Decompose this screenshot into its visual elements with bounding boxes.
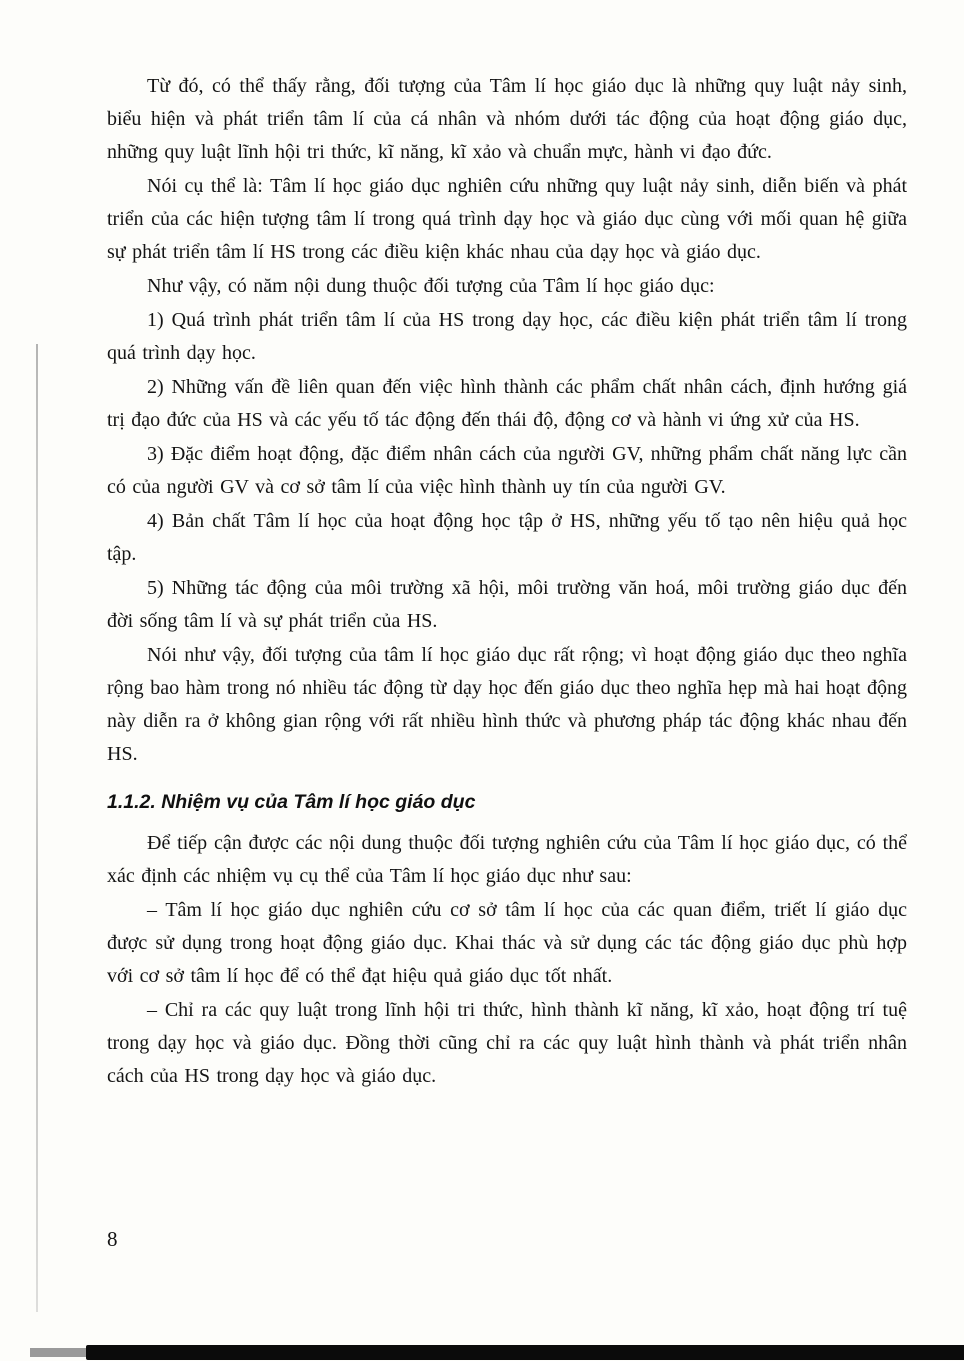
scan-artifact-bottom-bar-tail (30, 1348, 88, 1357)
section-heading: 1.1.2. Nhiệm vụ của Tâm lí học giáo dục (107, 791, 476, 813)
paragraph-tasks-intro: Để tiếp cận được các nội dung thuộc đối tượng nghiên cứu của Tâm lí học giáo dục, có thể xác định các nhiệm vụ cụ thể của Tâm lí học giáo dục như sau: (107, 832, 907, 887)
task-item-1: – Tâm lí học giáo dục nghiên cứu cơ sở tâm lí học của các quan điểm, triết lí giáo dục được sử dụng trong hoạt động giáo dục. Khai thác và sử dụng các tác động giáo dục phù hợp với cơ sở tâm lí học để có thể đạt hiệu quả giáo dục tốt nhất. (107, 899, 907, 987)
task-item-2: – Chỉ ra các quy luật trong lĩnh hội tri thức, hình thành kĩ năng, kĩ xảo, hoạt động trí tuệ trong dạy học và giáo dục. Đồng thời cũng chỉ ra các quy luật hình thành và phát triển nhân cách của HS trong dạy học và giáo dục. (107, 999, 907, 1087)
list-item-2: 2) Những vấn đề liên quan đến việc hình thành các phẩm chất nhân cách, định hướng giá trị đạo đức của HS và các yếu tố tác động đến thái độ, động cơ và hành vi ứng xử của HS. (107, 376, 907, 431)
scan-artifact-bottom-bar (86, 1345, 964, 1360)
list-item-1: 1) Quá trình phát triển tâm lí của HS trong dạy học, các điều kiện phát triển tâm lí trong quá trình dạy học. (107, 309, 907, 364)
text-block (107, 70, 907, 1093)
scan-artifact-vertical-line (36, 344, 38, 1312)
paragraph-object-detail: Nói cụ thể là: Tâm lí học giáo dục nghiên cứu những quy luật nảy sinh, diễn biến và phát triển của các hiện tượng tâm lí trong quá trình dạy học và giáo dục cùng với mối quan hệ giữa sự phát triển tâm lí HS trong các điều kiện khác nhau của dạy học và giáo dục. (107, 175, 907, 263)
page-number: 8 (107, 1227, 118, 1251)
list-item-3: 3) Đặc điểm hoạt động, đặc điểm nhân cách của người GV, những phẩm chất năng lực cần có của người GV và cơ sở tâm lí của việc hình thành uy tín của người GV. (107, 443, 907, 498)
paragraph-five-contents-intro: Như vậy, có năm nội dung thuộc đối tượng của Tâm lí học giáo dục: (147, 275, 715, 297)
paragraph-scope-remark: Nói như vậy, đối tượng của tâm lí học giáo dục rất rộng; vì hoạt động giáo dục theo nghĩa rộng bao hàm trong nó nhiều tác động từ dạy học đến giáo dục theo nghĩa hẹp mà hai hoạt động này diễn ra ở không gian rộng với rất nhiều hình thức và phương pháp tác động khác nhau đến HS. (107, 644, 907, 765)
list-item-5: 5) Những tác động của môi trường xã hội, môi trường văn hoá, môi trường giáo dục đến đời sống tâm lí và sự phát triển của HS. (107, 577, 907, 632)
list-item-4: 4) Bản chất Tâm lí học của hoạt động học tập ở HS, những yếu tố tạo nên hiệu quả học tập. (107, 510, 907, 565)
paragraph-object-summary: Từ đó, có thể thấy rằng, đối tượng của Tâm lí học giáo dục là những quy luật nảy sinh, biểu hiện và phát triển tâm lí của cá nhân và nhóm dưới tác động của hoạt động giáo dục, những quy luật lĩnh hội tri thức, kĩ năng, kĩ xảo và chuẩn mực, hành vi đạo đức. (107, 75, 907, 163)
